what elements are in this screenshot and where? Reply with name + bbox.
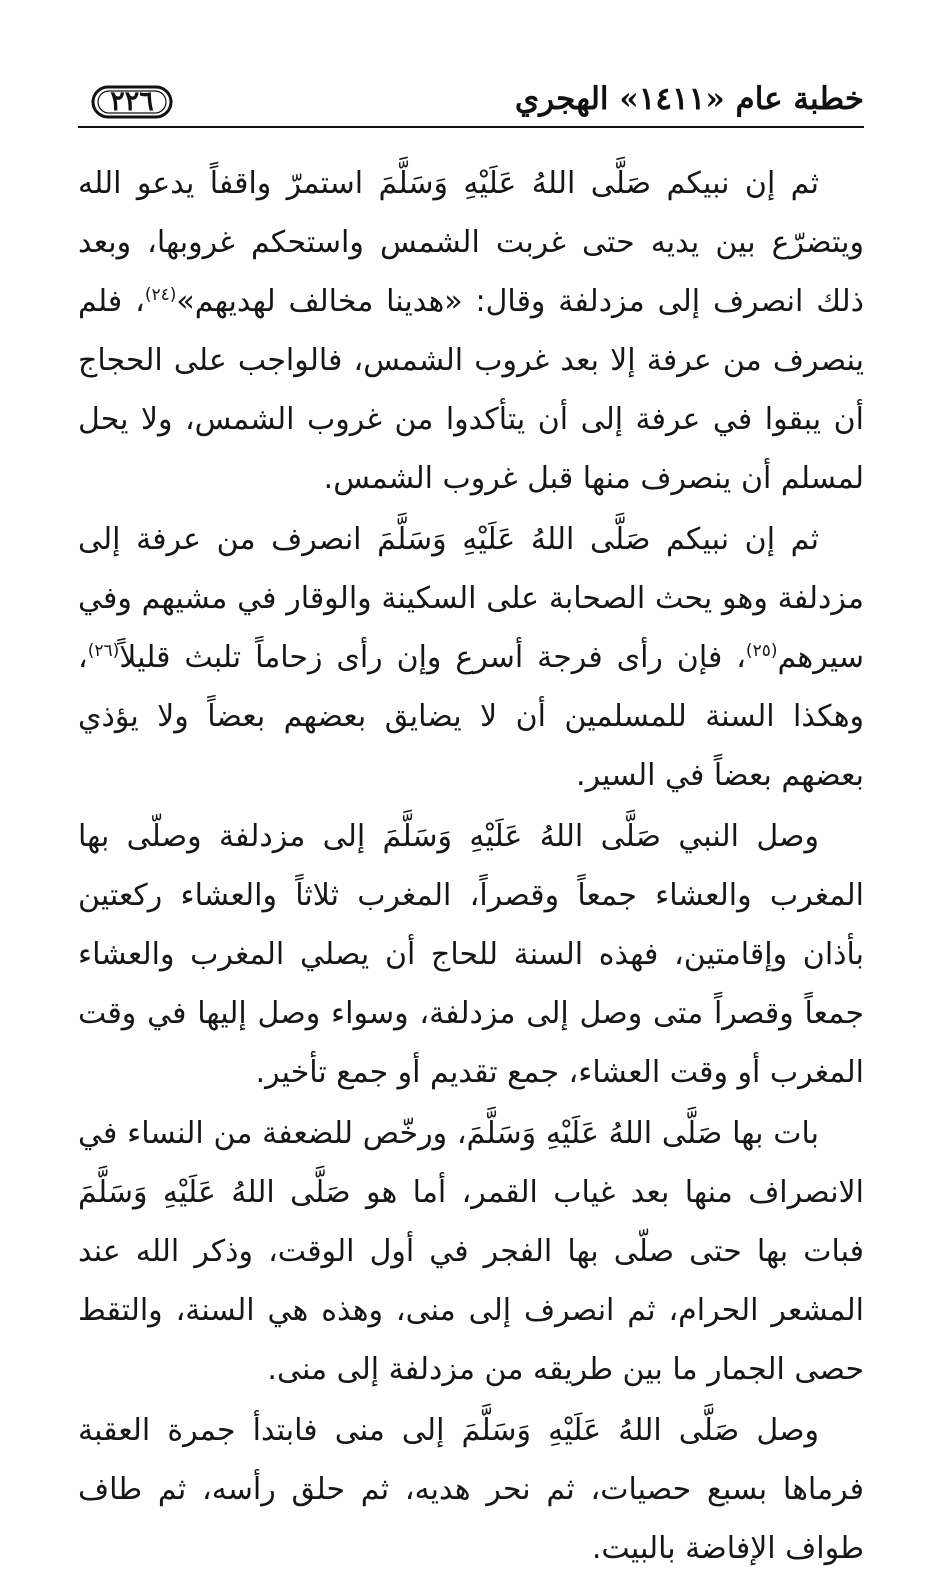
header-divider [78,126,864,128]
paragraph-text: ثم إن نبيكم صَلَّى اللهُ عَلَيْهِ وَسَلَّمَ انصرف من عرفة إلى مزدلفة وهو يحث الصحابة على السكينة والوقار في مشيهم وفي سيرهم [78,522,864,675]
page-number-badge [91,83,173,121]
page-number: ٢٢٦ [110,86,154,117]
paragraph-text: ثم إن نبيكم صَلَّى اللهُ عَلَيْهِ وَسَلَّمَ استمرّ واقفاً يدعو الله ويتضرّع بين يديه حتى غربت الشمس واستحكم غروبها، وبعد ذلك انصرف إلى مزدلفة وقال: «هدينا مخالف لهديهم» [78,166,864,319]
paragraph-muzdalifah-journey [78,510,864,805]
footnote-reference: (٢٥) [745,641,778,661]
paragraph-text: ، فإن رأى فرجة أسرع وإن رأى زحاماً تلبث قليلاً [119,640,746,675]
paragraph-muzdalifah-prayer: وصل النبي صَلَّى اللهُ عَلَيْهِ وَسَلَّمَ إلى مزدلفة وصلّى بها المغرب والعشاء جمعاً وقصراً، المغرب ثلاثاً والعشاء ركعتين بأذان وإقامتين، فهذه السنة للحاج أن يصلي المغرب والعشاء جمعاً وقصراً متى وصل إلى مزدلفة، وسواء وصل إليها في وقت المغرب أو وقت العشاء، جمع تقديم أو جمع تأخير. [78,819,864,1090]
document-body [78,154,864,1578]
paragraph-mina-rites: وصل صَلَّى اللهُ عَلَيْهِ وَسَلَّمَ إلى منى فابتدأ جمرة العقبة فرماها بسبع حصيات، ثم نحر هديه، ثم حلق رأسه، ثم طاف طواف الإفاضة بالبيت. [78,1413,864,1566]
running-header-title: خطبة عام «١٤١١» الهجري [514,81,864,117]
paragraph-text: ، فلم ينصرف من عرفة إلا بعد غروب الشمس، فالواجب على الحجاج أن يبقوا في عرفة إلى أن يتأكدوا من غروب الشمس، ولا يحل لمسلم أن ينصرف منها قبل غروب الشمس. [78,284,864,496]
footnote-reference: (٢٤) [144,285,177,305]
paragraph-mina-arafah-departure [78,154,864,508]
paragraph-text: ، وهكذا السنة للمسلمين أن لا يضايق بعضهم بعضاً ولا يؤذي بعضهم بعضاً في السير. [78,640,864,793]
footnote-reference: (٢٦) [87,641,120,661]
paragraph-overnight-muzdalifah: بات بها صَلَّى اللهُ عَلَيْهِ وَسَلَّمَ، ورخّص للضعفة من النساء في الانصراف منها بعد غياب القمر، أما هو صَلَّى اللهُ عَلَيْهِ وَسَلَّمَ فبات بها حتى صلّى بها الفجر في أول الوقت، وذكر الله عند المشعر الحرام، ثم انصرف إلى منى، وهذه هي السنة، والتقط حصى الجمار ما بين طريقه من مزدلفة إلى منى. [78,1116,864,1387]
page-header [78,78,864,130]
